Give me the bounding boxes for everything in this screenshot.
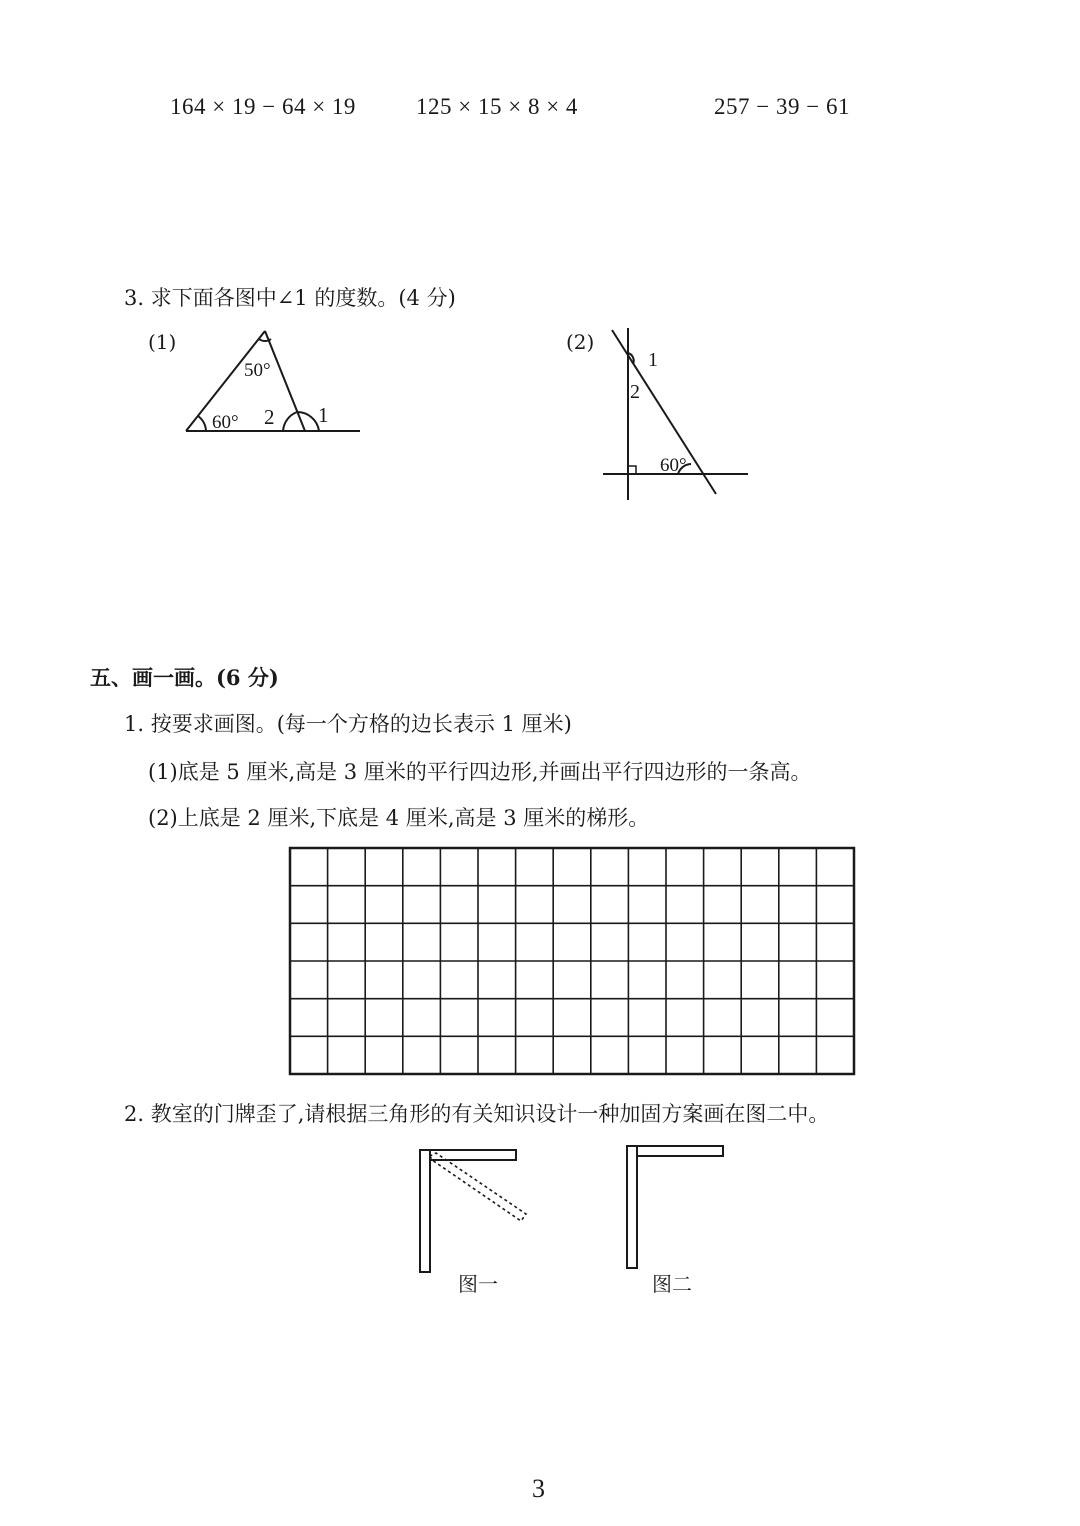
angle-1-label: 1 — [318, 403, 329, 427]
angle-1-label: 1 — [648, 349, 658, 371]
question-1-sub-1: (1)底是 5 厘米,高是 3 厘米的平行四边形,并画出平行四边形的一条高。 — [148, 760, 812, 784]
section-5-title: 五、画一画。(6 分) — [90, 665, 279, 690]
figure-2-horizontal-bar — [627, 1146, 723, 1156]
page-number: 3 — [532, 1474, 545, 1503]
expression-3: 257 − 39 − 61 — [714, 94, 850, 119]
figure-1-dashed-brace — [430, 1153, 526, 1221]
expression-1: 164 × 19 − 64 × 19 — [170, 94, 356, 119]
figure-2-caption: 图二 — [652, 1272, 692, 1296]
angle-2-label: 2 — [264, 405, 275, 429]
figure-1-horizontal-bar — [420, 1150, 516, 1160]
question-1-sub-2: (2)上底是 2 厘米,下底是 4 厘米,高是 3 厘米的梯形。 — [148, 806, 650, 830]
angle-50-label: 50° — [244, 360, 271, 381]
angle-60-label: 60° — [212, 412, 239, 433]
question-3-title: 3. 求下面各图中∠1 的度数。(4 分) — [124, 286, 456, 310]
figure-1-label: (1) — [148, 330, 177, 354]
question-2-title: 2. 教室的门牌歪了,请根据三角形的有关知识设计一种加固方案画在图二中。 — [124, 1102, 830, 1126]
angle-2-label: 2 — [630, 381, 640, 403]
figure-2-label: (2) — [566, 330, 595, 354]
figure-1-vertical-bar — [420, 1150, 430, 1272]
question-1-title: 1. 按要求画图。(每一个方格的边长表示 1 厘米) — [124, 712, 572, 736]
expression-2: 125 × 15 × 8 × 4 — [416, 94, 578, 119]
figure-2-vertical-bar — [627, 1146, 637, 1268]
figure-2-door-sign — [627, 1146, 723, 1268]
angle-60-label: 60° — [660, 455, 687, 476]
figure-1-caption: 图一 — [458, 1272, 498, 1296]
figure-1-door-sign — [420, 1150, 526, 1272]
